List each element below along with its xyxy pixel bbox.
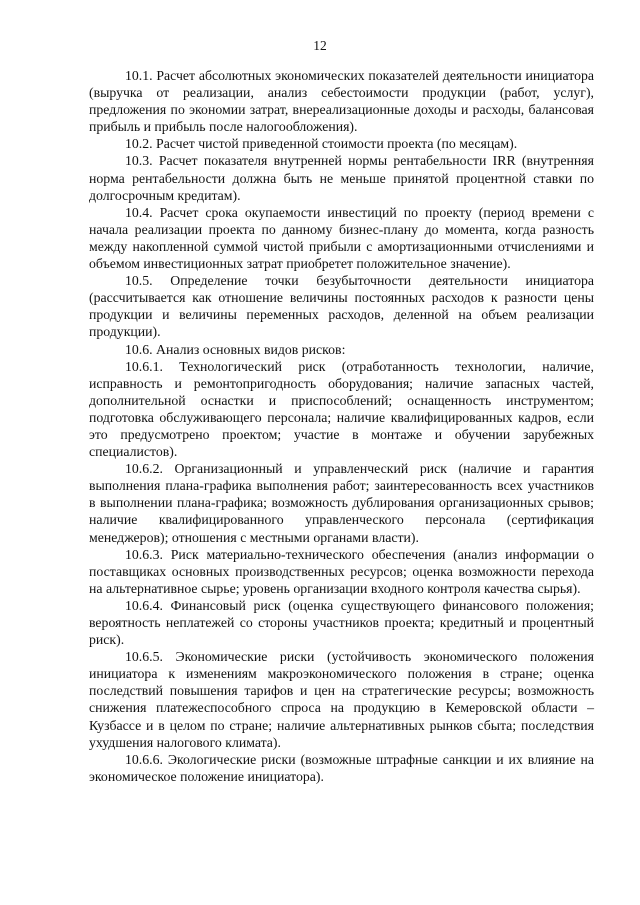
paragraph-10-3: 10.3. Расчет показателя внутренней нормы рентабельности IRR (внутренняя норма рентабельности должна быть не меньше принятой процентной ставки по долгосрочным кредитам). xyxy=(89,153,594,203)
paragraph-10-6-6: 10.6.6. Экологические риски (возможные штрафные санкции и их влияние на экономическое положение инициатора). xyxy=(89,751,594,784)
paragraph-10-5: 10.5. Определение точки безубыточности деятельности инициатора (рассчитывается как отношение величины постоянных расходов к разности цены продукции и величины переменных расходов, деленной на объем реализации продукции). xyxy=(89,273,594,340)
paragraph-10-6-3: 10.6.3. Риск материально-технического обеспечения (анализ информации о поставщиках основных производственных ресурсов; оценка возможности перехода на альтернативное сырье; уровень организации входного контроля качества сырья). xyxy=(89,546,594,596)
paragraph-10-6-1: 10.6.1. Технологический риск (отработанность технологии, наличие, исправность и ремонтопригодность оборудования; наличие запасных частей, дополнительной оснастки и приспособлений; оснащенность инструментом; подготовка обслуживающего персонала; наличие квалифицированных кадров, если это предусмотрено проектом; участие в монтаже и обучении зарубежных специалистов). xyxy=(89,358,594,460)
document-body xyxy=(89,67,594,785)
paragraph-10-1: 10.1. Расчет абсолютных экономических показателей деятельности инициатора (выручка от реализации, анализ себестоимости продукции (работ, услуг), предложения по экономии затрат, внереализационные доходы и расходы, балансовая прибыль и прибыль после налогообложения). xyxy=(89,68,594,135)
paragraph-10-6-2: 10.6.2. Организационный и управленческий риск (наличие и гарантия выполнения плана-графика выполнения работ; заинтересованность всех участников в выполнении плана-графика; возможность дублирования организационных срывов; наличие квалифицированного управленческого персонала (сертификация менеджеров); отношения с местными органами власти). xyxy=(89,461,594,545)
paragraph-10-6-5: 10.6.5. Экономические риски (устойчивость экономического положения инициатора к изменениям макроэкономического положения в стране; оценка последствий повышения тарифов и цен на стратегические ресурсы; возможность снижения платежеспособного спроса на продукцию в Кемеровской области – Кузбассе и в целом по стране; наличие альтернативных рынков сбыта; последствия ухудшения налогового климата). xyxy=(89,649,594,750)
paragraph-10-6: 10.6. Анализ основных видов рисков: xyxy=(125,341,346,357)
paragraph-10-2: 10.2. Расчет чистой приведенной стоимости проекта (по месяцам). xyxy=(125,136,518,152)
paragraph-10-6-4: 10.6.4. Финансовый риск (оценка существующего финансового положения; вероятность неплатежей со стороны участников проекта; кредитный и процентный риск). xyxy=(89,597,594,648)
paragraph-10-4: 10.4. Расчет срока окупаемости инвестиций по проекту (период времени с начала реализации проекта по данному бизнес-плану до момента, когда разность между накопленной суммой чистой прибыли с амортизационными отчислениями и объемом инвестиционных затрат приобретет положительное значение). xyxy=(89,204,594,272)
page-number: 12 xyxy=(313,38,327,53)
